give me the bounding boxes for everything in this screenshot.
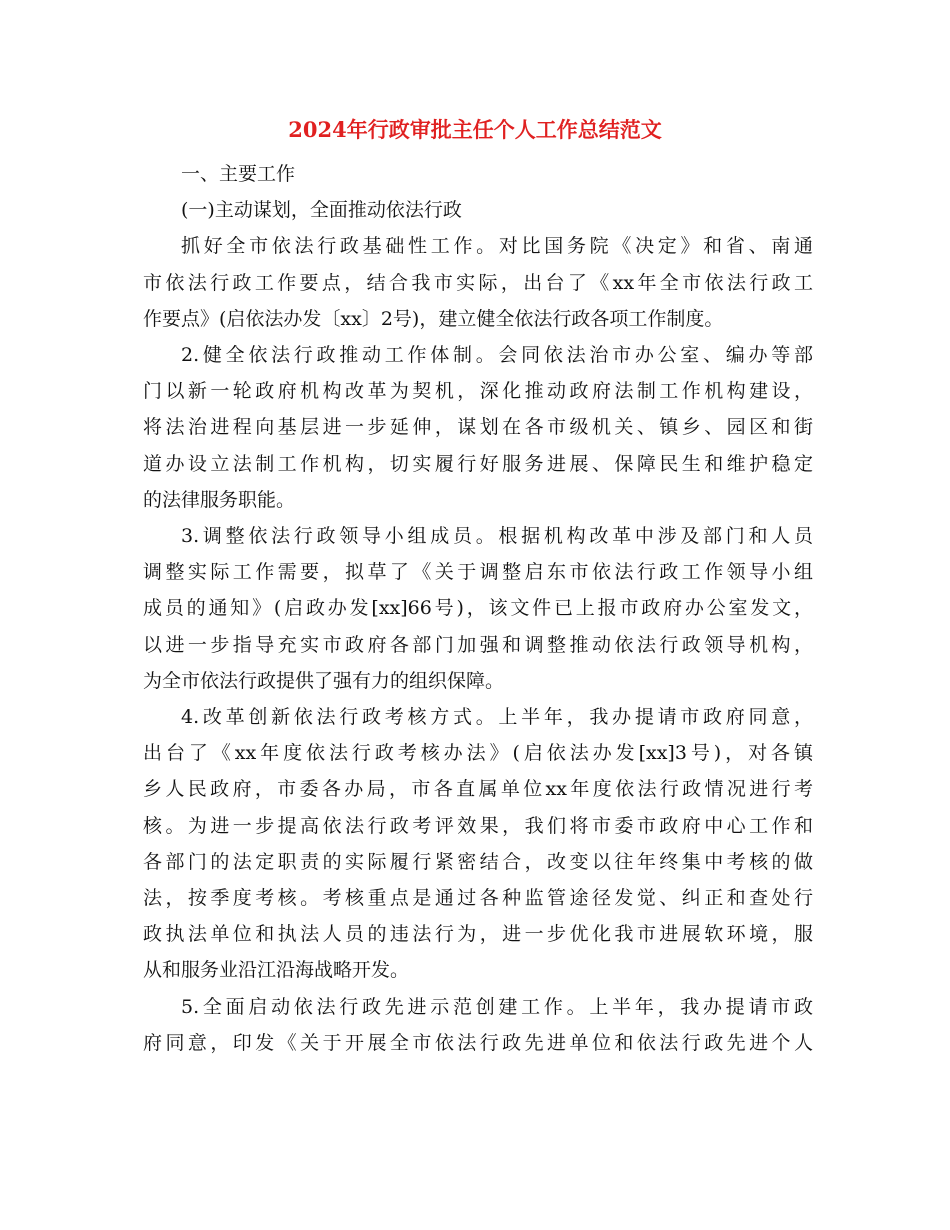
text-line: 法，按季度考核。考核重点是通过各种监管途径发觉、纠正和查处行	[143, 887, 813, 910]
paragraph-1	[143, 228, 813, 337]
text-line: 为全市依法行政提供了强有力的组织保障。	[143, 669, 505, 692]
text-line: 5.全面启动依法行政先进示范创建工作。上半年，我办提请市政	[181, 995, 813, 1018]
text-line: 2.健全依法行政推动工作体制。会同依法治市办公室、编办等部	[181, 344, 813, 367]
text-line: 抓好全市依法行政基础性工作。对比国务院《决定》和省、南通	[181, 235, 813, 258]
text-line: 以进一步指导充实市政府各部门加强和调整推动依法行政领导机构，	[143, 633, 813, 656]
text-line: 道办设立法制工作机构，切实履行好服务进展、保障民生和维护稳定	[143, 452, 813, 475]
text-line: 3.调整依法行政领导小组成员。根据机构改革中涉及部门和人员	[181, 525, 813, 548]
text-line: 乡人民政府，市委各办局，市各直属单位xx年度依法行政情况进行考	[143, 778, 813, 801]
text-line: 作要点》(启依法办发〔xx〕2号)，建立健全依法行政各项工作制度。	[143, 307, 724, 330]
document-title: 2024年行政审批主任个人工作总结范文	[288, 117, 662, 142]
paragraph-3	[143, 518, 813, 699]
text-line: 从和服务业沿江沿海战略开发。	[143, 959, 410, 982]
text-line: 成员的通知》(启政办发[xx]66号)，该文件已上报市政府办公室发文，	[143, 597, 813, 620]
paragraph-2	[143, 337, 813, 518]
text-line: 核。为进一步提高依法行政考评效果，我们将市委市政府中心工作和	[143, 814, 813, 837]
document-body	[143, 156, 813, 1061]
heading-main-work	[143, 156, 813, 192]
text-line: 府同意，印发《关于开展全市依法行政先进单位和依法行政先进个人	[143, 1031, 813, 1054]
text-line: 调整实际工作需要，拟草了《关于调整启东市依法行政工作领导小组	[143, 561, 813, 584]
text-line: 的法律服务职能。	[143, 488, 296, 511]
text-line: 门以新一轮政府机构改革为契机，深化推动政府法制工作机构建设，	[143, 380, 813, 403]
text-line: 出台了《xx年度依法行政考核办法》(启依法办发[xx]3号)，对各镇	[143, 742, 813, 765]
subheading-1	[143, 192, 813, 228]
text-line: (一)主动谋划，全面推动依法行政	[181, 199, 462, 222]
paragraph-5	[143, 989, 813, 1061]
text-line: 市依法行政工作要点，结合我市实际，出台了《xx年全市依法行政工	[143, 271, 813, 294]
text-line: 将法治进程向基层进一步延伸，谋划在各市级机关、镇乡、园区和街	[143, 416, 813, 439]
text-line: 各部门的法定职责的实际履行紧密结合，改变以往年终集中考核的做	[143, 850, 813, 873]
text-line: 4.改革创新依法行政考核方式。上半年，我办提请市政府同意，	[181, 706, 813, 729]
text-line: 一、主要工作	[181, 163, 296, 185]
text-line: 政执法单位和执法人员的违法行为，进一步优化我市进展软环境，服	[143, 923, 813, 946]
paragraph-4	[143, 699, 813, 989]
